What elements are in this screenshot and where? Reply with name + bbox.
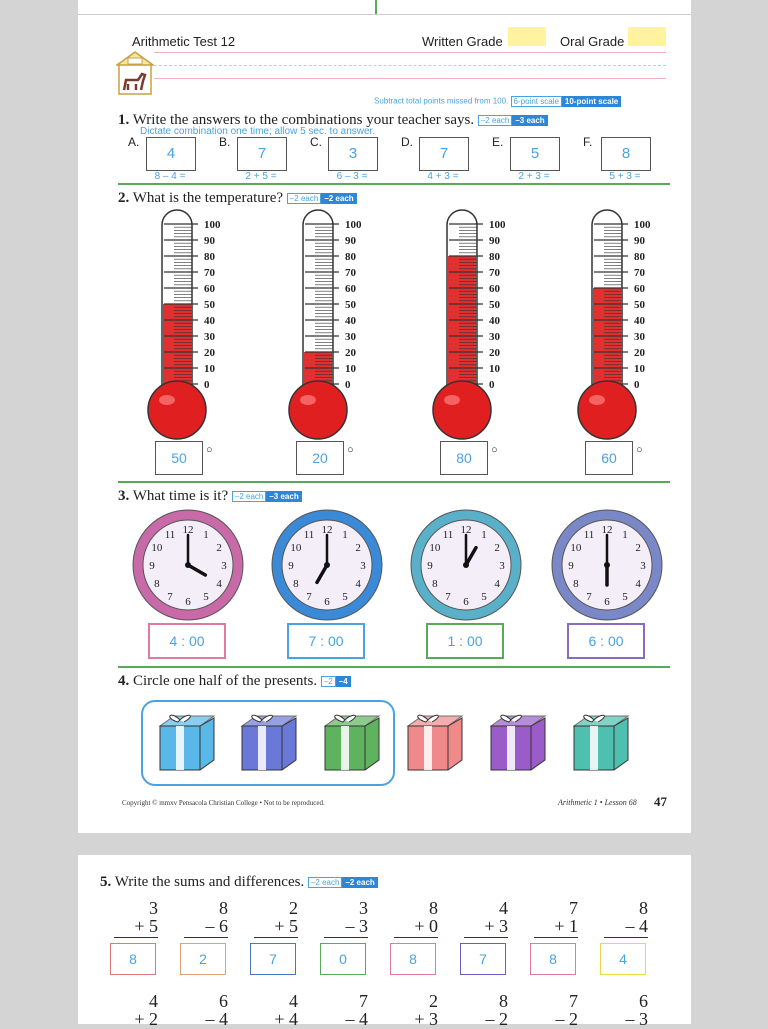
sum-answer-box[interactable]: 7 (460, 943, 506, 975)
clock-numeral: 8 (154, 578, 160, 590)
clock-numeral: 12 (460, 524, 472, 536)
clock-numeral: 3 (640, 560, 646, 572)
clock-numeral: 10 (429, 542, 441, 554)
time-colon: : (316, 633, 328, 649)
problem-bar (394, 937, 438, 938)
thermometer-scale-label: 50 (489, 299, 500, 311)
question-3-title (118, 488, 302, 505)
clock-numeral: 8 (573, 578, 579, 590)
clock-numeral: 4 (494, 578, 500, 590)
sum-answer-box[interactable]: 0 (320, 943, 366, 975)
clock-numeral: 9 (149, 560, 155, 572)
problem-bar (604, 937, 648, 938)
thermometer-scale-label: 40 (204, 315, 215, 327)
clock-numeral: 3 (360, 560, 366, 572)
combination-letter: A. (128, 135, 140, 149)
problem-top: 3 (149, 898, 158, 918)
thermometer-scale-label: 20 (489, 347, 500, 359)
problem-bar (184, 937, 228, 938)
math-problem (394, 899, 438, 938)
present-icon[interactable] (570, 708, 634, 774)
degree-symbol: ○ (206, 444, 213, 456)
clock-numeral: 7 (306, 591, 312, 604)
combination-text: 4 + 3 = (427, 171, 459, 182)
clock-numeral: 5 (481, 591, 487, 604)
clock-face (409, 508, 523, 622)
thermometer-scale-label: 60 (204, 283, 215, 295)
combination-answer-box[interactable]: 7 (237, 137, 287, 171)
thermometer-scale-label: 50 (204, 299, 215, 311)
name-line-top (154, 52, 666, 53)
question-2-title (118, 190, 357, 207)
question-3-points-b: –3 each (266, 491, 301, 502)
clock-numeral: 6 (463, 596, 469, 608)
time-colon: : (455, 633, 467, 649)
clock-numeral: 7 (586, 591, 592, 604)
math-problem (464, 992, 508, 1028)
worksheet-page-48 (78, 855, 691, 1029)
time-minutes: 00 (327, 633, 344, 649)
thermometer-scale-label: 50 (345, 299, 356, 311)
present-icon[interactable] (156, 708, 220, 774)
math-problem (114, 992, 158, 1028)
degree-symbol: ○ (491, 444, 498, 456)
problem-top: 8 (639, 898, 648, 918)
six-point-scale-tag: 6-point scale (511, 96, 562, 107)
combination-text: 2 + 3 = (518, 171, 550, 182)
combination-answer-box[interactable]: 3 (328, 137, 378, 171)
math-problem (534, 992, 578, 1028)
thermometer-scale-label: 60 (634, 283, 645, 295)
thermometer-scale-label: 70 (204, 267, 215, 279)
question-5-number: 5. (100, 874, 112, 890)
problem-top: 7 (569, 991, 578, 1011)
question-5-title (100, 874, 378, 891)
scale-note (374, 96, 621, 107)
question-4-number: 4. (118, 673, 130, 689)
clock-numeral: 9 (288, 560, 294, 572)
thermometer-scale-label: 10 (345, 363, 356, 375)
question-4-points-b: –4 (336, 676, 351, 687)
problem-bottom: – 6 (205, 916, 228, 936)
test-title: Arithmetic Test 12 (132, 34, 236, 49)
problem-bar (534, 937, 578, 938)
thermometer-scale-label: 30 (489, 331, 500, 343)
clock-face (270, 508, 384, 622)
math-problem (184, 899, 228, 938)
bulb-highlight (300, 395, 316, 405)
written-grade-box[interactable] (508, 27, 546, 46)
thermometer-scale-label: 20 (204, 347, 215, 359)
thermometer-scale-label: 100 (634, 219, 651, 231)
clock-face (550, 508, 664, 622)
thermometer-scale-label: 10 (204, 363, 215, 375)
clock-numeral: 7 (167, 591, 173, 604)
thermometer-scale-label: 70 (634, 267, 645, 279)
combination-answer-box[interactable]: 8 (601, 137, 651, 171)
thermometer-scale-label: 40 (345, 315, 356, 327)
clock-numeral: 9 (427, 560, 433, 572)
present-ribbon (424, 726, 432, 770)
combination-letter: C. (310, 135, 322, 149)
present-ribbon (590, 726, 598, 770)
question-4-points-a: –2 (321, 676, 336, 687)
thermometer-scale-label: 0 (204, 379, 210, 391)
thermometer-scale-label: 20 (345, 347, 356, 359)
thermometer-scale-label: 10 (634, 363, 645, 375)
name-line-bottom (154, 78, 666, 79)
sum-answer-box[interactable]: 8 (390, 943, 436, 975)
thermometer-scale-label: 90 (345, 235, 356, 247)
question-3-number: 3. (118, 488, 130, 504)
question-2-number: 2. (118, 190, 130, 206)
combination-letter: B. (219, 135, 231, 149)
math-problem (394, 992, 438, 1028)
thermometer (148, 210, 288, 480)
written-grade-label: Written Grade (422, 34, 503, 49)
present-icon[interactable] (487, 708, 551, 774)
clock-numeral: 11 (583, 528, 595, 541)
math-problem (324, 899, 368, 938)
copyright: Copyright © mmxv Pensacola Christian College • Not to be reproduced. (122, 799, 325, 807)
thermometer (289, 210, 429, 480)
combination-text: 6 – 3 = (336, 171, 368, 182)
problem-bottom: + 2 (134, 1009, 158, 1029)
clock-numeral: 1 (622, 528, 628, 541)
clock-numeral: 3 (221, 560, 227, 572)
thermometer-scale-label: 70 (489, 267, 500, 279)
thermometer-scale-label: 0 (345, 379, 351, 391)
combination-answer-box[interactable]: 5 (510, 137, 560, 171)
thermometer-scale-label: 30 (204, 331, 215, 343)
page-number: 47 (654, 794, 667, 809)
combination-answer-box[interactable]: 4 (146, 137, 196, 171)
time-colon: : (177, 633, 189, 649)
clock-numeral: 10 (570, 542, 582, 554)
combination-text: 2 + 5 = (245, 171, 277, 182)
problem-bottom: – 3 (625, 1009, 648, 1029)
thermometer-scale-label: 50 (634, 299, 645, 311)
thermometer-scale-label: 0 (634, 379, 640, 391)
clock-numeral: 1 (481, 528, 487, 541)
clock-numeral: 11 (303, 528, 315, 541)
section-divider-3 (118, 666, 670, 668)
time-hour: 6 (588, 633, 597, 649)
time-hour: 4 (169, 633, 178, 649)
bulb-highlight (589, 395, 605, 405)
question-3-text: What time is it? (132, 488, 229, 504)
clock-numeral: 12 (601, 524, 613, 536)
clock-numeral: 11 (442, 528, 454, 541)
problem-bottom: + 3 (414, 1009, 438, 1029)
combination-letter: F. (583, 135, 593, 149)
bulb-highlight (444, 395, 460, 405)
thermometer-scale-label: 30 (634, 331, 645, 343)
problem-bottom: + 3 (484, 916, 508, 936)
time-minutes: 00 (466, 633, 483, 649)
problem-bottom: – 3 (345, 916, 368, 936)
math-problem (114, 899, 158, 938)
time-minutes: 00 (188, 633, 205, 649)
question-2-text: What is the temperature? (132, 190, 284, 206)
clock-numeral: 1 (342, 528, 348, 541)
problem-top: 6 (639, 991, 648, 1011)
question-1-points-a: –2 each (478, 115, 512, 126)
combination-text: 5 + 3 = (609, 171, 641, 182)
temperature-answer-box[interactable]: 50 (155, 441, 203, 475)
problem-top: 4 (499, 898, 508, 918)
clock-numeral: 5 (622, 591, 628, 604)
math-problem (184, 992, 228, 1028)
sum-answer-box[interactable]: 4 (600, 943, 646, 975)
thermometer-scale-label: 100 (489, 219, 506, 231)
top-rule (78, 14, 691, 15)
time-answer-box[interactable] (148, 623, 226, 659)
problem-top: 7 (569, 898, 578, 918)
oral-grade-label: Oral Grade (560, 34, 625, 49)
math-problem (324, 992, 368, 1028)
problem-top: 3 (359, 898, 368, 918)
math-problem (604, 899, 648, 938)
thermometer-bulb (148, 381, 206, 439)
problem-bottom: – 4 (345, 1009, 368, 1029)
clock-numeral: 12 (321, 524, 333, 536)
present-ribbon (341, 726, 349, 770)
question-4-text: Circle one half of the presents. (133, 673, 318, 689)
question-2-points-b: –2 each (321, 193, 356, 204)
math-problem (254, 899, 298, 938)
thermometer-bulb (433, 381, 491, 439)
question-5-text: Write the sums and differences. (114, 874, 305, 890)
thermometer-bulb (578, 381, 636, 439)
combination-answer-box[interactable]: 7 (419, 137, 469, 171)
problem-bar (324, 937, 368, 938)
thermometer-bulb (289, 381, 347, 439)
thermometer-scale-label: 40 (489, 315, 500, 327)
present-icon[interactable] (404, 708, 468, 774)
problem-top: 8 (219, 898, 228, 918)
ten-point-scale-tag: 10-point scale (562, 96, 621, 107)
clock-numeral: 4 (635, 578, 641, 590)
clock-numeral: 7 (445, 591, 451, 604)
combination-letter: E. (492, 135, 504, 149)
time-hour: 7 (308, 633, 317, 649)
sum-answer-box[interactable]: 2 (180, 943, 226, 975)
thermometer-scale-label: 80 (634, 251, 645, 263)
problem-top: 2 (289, 898, 298, 918)
thermometer-scale-label: 90 (489, 235, 500, 247)
problem-bar (464, 937, 508, 938)
thermometer (578, 210, 718, 480)
oral-grade-box[interactable] (628, 27, 666, 46)
time-answer-box[interactable] (567, 623, 645, 659)
clock-numeral: 6 (185, 596, 191, 608)
problem-bottom: + 5 (134, 916, 158, 936)
question-1-number: 1. (118, 112, 130, 128)
degree-symbol: ○ (636, 444, 643, 456)
degree-symbol: ○ (347, 444, 354, 456)
thermometer-scale-label: 90 (204, 235, 215, 247)
scale-note-text: Subtract total points missed from 100. (374, 96, 509, 106)
math-problem (464, 899, 508, 938)
thermometer-scale-label: 10 (489, 363, 500, 375)
present-ribbon (507, 726, 515, 770)
question-2-points-a: –2 each (287, 193, 321, 204)
clock-numeral: 6 (604, 596, 610, 608)
thermometer-scale-label: 100 (345, 219, 362, 231)
present-ribbon (258, 726, 266, 770)
thermometer-scale-label: 0 (489, 379, 495, 391)
clock-numeral: 8 (432, 578, 438, 590)
thermometer-scale-label: 40 (634, 315, 645, 327)
clock-numeral: 8 (293, 578, 299, 590)
thermometer-scale-label: 90 (634, 235, 645, 247)
thermometer (433, 210, 573, 480)
top-divider (375, 0, 377, 14)
thermometer-scale-label: 70 (345, 267, 356, 279)
question-3-points-a: –2 each (232, 491, 266, 502)
problem-top: 7 (359, 991, 368, 1011)
clock-numeral: 2 (494, 542, 500, 554)
problem-bottom: – 4 (205, 1009, 228, 1029)
time-minutes: 00 (607, 633, 624, 649)
time-answer-box[interactable] (426, 623, 504, 659)
present-icon[interactable] (238, 708, 302, 774)
temperature-answer-box[interactable]: 20 (296, 441, 344, 475)
lesson-label: Arithmetic 1 • Lesson 68 (558, 798, 637, 807)
question-4-title (118, 673, 351, 690)
clock-numeral: 2 (635, 542, 641, 554)
problem-bar (114, 937, 158, 938)
section-divider-2 (118, 481, 670, 483)
combination-letter: D. (401, 135, 413, 149)
thermometer-scale-label: 80 (345, 251, 356, 263)
time-answer-box[interactable] (287, 623, 365, 659)
thermometer-scale-label: 60 (489, 283, 500, 295)
clock-face (131, 508, 245, 622)
problem-top: 8 (429, 898, 438, 918)
question-1-instruction: Dictate combination one time; allow 5 sec. to answer. (140, 126, 376, 137)
question-1-text: Write the answers to the combinations your teacher says. (132, 112, 475, 128)
thermometer-scale-label: 80 (204, 251, 215, 263)
problem-bottom: + 0 (414, 916, 438, 936)
clock-numeral: 10 (151, 542, 163, 554)
thermometer-scale-label: 30 (345, 331, 356, 343)
clock-numeral: 3 (499, 560, 505, 572)
section-divider-1 (118, 183, 670, 185)
sum-answer-box[interactable]: 7 (250, 943, 296, 975)
clock-numeral: 6 (324, 596, 330, 608)
clock-center (185, 562, 191, 568)
problem-top: 2 (429, 991, 438, 1011)
problem-bottom: + 1 (554, 916, 578, 936)
sum-answer-box[interactable]: 8 (530, 943, 576, 975)
thermometer-scale-label: 20 (634, 347, 645, 359)
clock-numeral: 10 (290, 542, 302, 554)
clock-center (324, 562, 330, 568)
problem-bottom: + 5 (274, 916, 298, 936)
thermometer-scale-label: 80 (489, 251, 500, 263)
bulb-highlight (159, 395, 175, 405)
clock-numeral: 5 (203, 591, 209, 604)
worksheet-page-47 (78, 0, 691, 833)
problem-bottom: – 2 (485, 1009, 508, 1029)
clock-numeral: 2 (355, 542, 361, 554)
problem-bottom: + 4 (274, 1009, 298, 1029)
name-line-mid (154, 65, 666, 66)
question-1-points-b: –3 each (512, 115, 547, 126)
problem-top: 4 (289, 991, 298, 1011)
present-icon[interactable] (321, 708, 385, 774)
problem-top: 4 (149, 991, 158, 1011)
math-problem (534, 899, 578, 938)
clock-center (604, 562, 610, 568)
thermometer-scale-label: 100 (204, 219, 221, 231)
problem-bar (254, 937, 298, 938)
clock-center (463, 562, 469, 568)
clock-numeral: 1 (203, 528, 209, 541)
clock-numeral: 4 (355, 578, 361, 590)
math-problem (604, 992, 648, 1028)
clock-numeral: 12 (182, 524, 194, 536)
present-ribbon (176, 726, 184, 770)
math-problem (254, 992, 298, 1028)
clock-numeral: 4 (216, 578, 222, 590)
question-5-points-b: –2 each (342, 877, 377, 888)
clock-numeral: 5 (342, 591, 348, 604)
clock-numeral: 9 (568, 560, 574, 572)
clock-numeral: 11 (164, 528, 176, 541)
thermometer-scale-label: 60 (345, 283, 356, 295)
question-5-points-a: –2 each (308, 877, 342, 888)
time-hour: 1 (447, 633, 456, 649)
problem-bottom: – 2 (555, 1009, 578, 1029)
combination-text: 8 – 4 = (154, 171, 186, 182)
barn-horse-icon (116, 50, 154, 96)
clock-numeral: 2 (216, 542, 222, 554)
problem-bottom: – 4 (625, 916, 648, 936)
sum-answer-box[interactable]: 8 (110, 943, 156, 975)
time-colon: : (596, 633, 608, 649)
problem-top: 8 (499, 991, 508, 1011)
temperature-answer-box[interactable]: 80 (440, 441, 488, 475)
problem-top: 6 (219, 991, 228, 1011)
temperature-answer-box[interactable]: 60 (585, 441, 633, 475)
